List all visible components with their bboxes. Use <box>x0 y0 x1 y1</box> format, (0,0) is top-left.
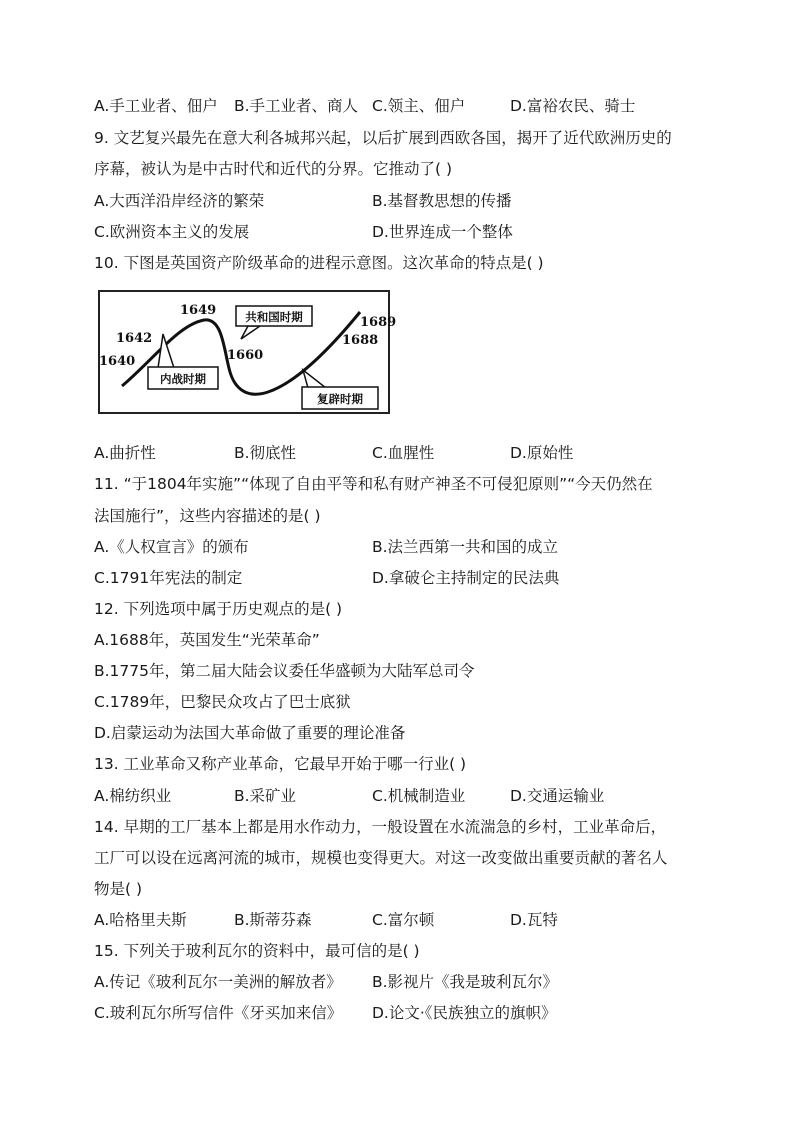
q14-stem-line3: 物是( ) <box>94 880 143 898</box>
year-label-1649: 1649 <box>180 303 217 318</box>
q10-option-a: A.曲折性 <box>94 444 156 462</box>
q11-option-c: C.1791年宪法的制定 <box>94 569 243 587</box>
q9-option-b: B.基督教思想的传播 <box>372 192 512 210</box>
q13-option-b: B.采矿业 <box>234 787 297 805</box>
q14-stem-line2: 工厂可以设在远离河流的城市，规模也变得更大。对这一改变做出重要贡献的著名人 <box>94 849 668 867</box>
q8-option-a: A.手工业者、佃户 <box>94 97 218 115</box>
q12-option-c: C.1789年，巴黎民众攻占了巴士底狱 <box>94 693 351 711</box>
q11-option-a: A.《人权宣言》的颁布 <box>94 538 249 556</box>
q11-stem-line1: 11. “于1804年实施”“体现了自由平等和私有财产神圣不可侵犯原则”“今天仍然在 <box>94 475 653 493</box>
q9-option-c: C.欧洲资本主义的发展 <box>94 223 250 241</box>
q14-option-c: C.富尔顿 <box>372 911 435 929</box>
callout-republic-text: 共和国时期 <box>245 310 303 324</box>
q12-option-a: A.1688年，英国发生“光荣革命” <box>94 631 320 649</box>
revolution-process-diagram <box>98 290 397 414</box>
q10-option-d: D.原始性 <box>510 444 574 462</box>
q15-option-c: C.玻利瓦尔所写信件《牙买加来信》 <box>94 1004 343 1022</box>
callout-restoration-text: 复辟时期 <box>317 392 363 406</box>
q11-option-b: B.法兰西第一共和国的成立 <box>372 538 559 556</box>
q9-stem-line2: 序幕，被认为是中古时代和近代的分界。它推动了( ) <box>94 160 453 178</box>
q13-option-c: C.机械制造业 <box>372 787 466 805</box>
q15-option-a: A.传记《玻利瓦尔一美洲的解放者》 <box>94 973 342 991</box>
q13-option-a: A.棉纺织业 <box>94 787 172 805</box>
year-label-1660: 1660 <box>227 348 264 363</box>
q14-option-d: D.瓦特 <box>510 911 558 929</box>
q12-option-b: B.1775年，第二届大陆会议委任华盛顿为大陆军总司令 <box>94 662 475 680</box>
q9-option-d: D.世界连成一个整体 <box>372 223 513 241</box>
year-label-1689: 1689 <box>360 315 397 330</box>
q14-stem-line1: 14. 早期的工厂基本上都是用水作动力，一般设置在水流湍急的乡村，工业革命后， <box>94 818 667 836</box>
q14-option-a: A.哈格里夫斯 <box>94 911 187 929</box>
year-label-1640: 1640 <box>99 354 136 369</box>
q9-stem-line1: 9. 文艺复兴最先在意大利各城邦兴起，以后扩展到西欧各国，揭开了近代欧洲历史的 <box>94 129 672 147</box>
q10-stem: 10. 下图是英国资产阶级革命的进程示意图。这次革命的特点是( ) <box>94 254 544 272</box>
q12-stem: 12. 下列选项中属于历史观点的是( ) <box>94 600 343 618</box>
revolution-process-svg <box>98 290 397 414</box>
q8-option-c: C.领主、佃户 <box>372 97 466 115</box>
q10-option-c: C.血腥性 <box>372 444 435 462</box>
q13-option-d: D.交通运输业 <box>510 787 605 805</box>
q9-option-a: A.大西洋沿岸经济的繁荣 <box>94 192 265 210</box>
year-label-1688: 1688 <box>342 333 379 348</box>
q10-option-b: B.彻底性 <box>234 444 297 462</box>
year-label-1642: 1642 <box>116 331 153 346</box>
q15-option-d: D.论文·《民族独立的旗帜》 <box>372 1004 557 1022</box>
q11-option-d: D.拿破仑主持制定的民法典 <box>372 569 560 587</box>
q12-option-d: D.启蒙运动为法国大革命做了重要的理论准备 <box>94 724 406 742</box>
q14-option-b: B.斯蒂芬森 <box>234 911 312 929</box>
q8-option-d: D.富裕农民、骑士 <box>510 97 636 115</box>
q15-option-b: B.影视片《我是玻利瓦尔》 <box>372 973 559 991</box>
q15-stem: 15. 下列关于玻利瓦尔的资料中，最可信的是( ) <box>94 942 420 960</box>
q11-stem-line2: 法国施行”，这些内容描述的是( ) <box>94 507 321 525</box>
q8-option-b: B.手工业者、商人 <box>234 97 359 115</box>
q13-stem: 13. 工业革命又称产业革命，它最早开始于哪一行业( ) <box>94 755 467 773</box>
callout-civilwar-text: 内战时期 <box>160 372 206 386</box>
